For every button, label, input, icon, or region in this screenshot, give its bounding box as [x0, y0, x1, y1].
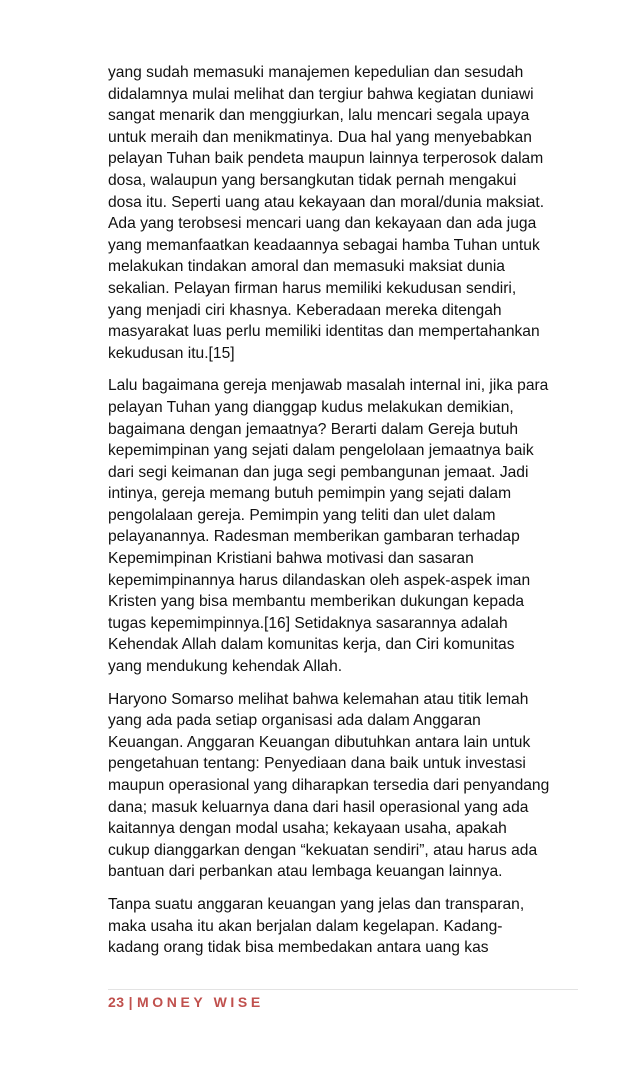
text-line: sangat menarik dan menggiurkan, lalu mencari segala upaya: [108, 107, 530, 125]
text-line: yang menjadi ciri khasnya. Keberadaan mereka ditengah: [108, 301, 502, 319]
page-number: 23: [108, 994, 125, 1010]
text-line: Kehendak Allah dalam komunitas kerja, dan Ciri komunitas: [108, 636, 515, 654]
text-line: pelayanannya. Radesman memberikan gambaran terhadap: [108, 528, 520, 546]
text-line: pelayan Tuhan yang dianggap kudus melakukan demikian,: [108, 398, 514, 416]
text-line: pengolalaan gereja. Pemimpin yang teliti dan ulet dalam: [108, 506, 496, 524]
text-line: yang memanfaatkan keadaannya sebagai hamba Tuhan untuk: [108, 236, 540, 254]
text-line: kepemimpinan yang sejati dalam pengelolaan jemaatnya baik: [108, 442, 534, 460]
paragraph: [108, 375, 580, 677]
text-line: yang mendukung kehendak Allah.: [108, 658, 343, 676]
text-line: Keuangan. Anggaran Keuangan dibutuhkan antara lain untuk: [108, 733, 531, 751]
text-line: sekalian. Pelayan firman harus memiliki kekudusan sendiri,: [108, 279, 517, 297]
book-title: MONEY WISE: [137, 994, 264, 1010]
page-body: [108, 62, 580, 970]
text-line: Kepemimpinan Kristiani bahwa motivasi dan sasaran: [108, 550, 474, 568]
text-line: untuk meraih dan menikmatinya. Dua hal yang menyebabkan: [108, 128, 532, 146]
paragraph: [108, 894, 580, 959]
text-line: bagaimana dengan jemaatnya? Berarti dalam Gereja butuh: [108, 420, 519, 438]
text-line: Tanpa suatu anggaran keuangan yang jelas dan transparan,: [108, 895, 525, 913]
text-line: pelayan Tuhan baik pendeta maupun lainnya terperosok dalam: [108, 150, 544, 168]
text-line: dosa itu. Seperti uang atau kekayaan dan moral/dunia maksiat.: [108, 193, 545, 211]
text-line: Ada yang terobsesi mencari uang dan kekayaan dan ada juga: [108, 215, 537, 233]
text-line: maupun operasional yang diharapkan tersedia dari penyandang: [108, 777, 550, 794]
text-line: pengetahuan tentang: Penyediaan dana baik untuk investasi: [108, 755, 526, 773]
text-line: Kristen yang bisa membantu memberikan dukungan kepada: [108, 593, 525, 611]
text-line: tugas kepemimpinnya.[16] Setidaknya sasarannya adalah: [108, 614, 508, 632]
text-line: kekudusan itu.[15]: [108, 344, 235, 362]
text-line: kadang orang tidak bisa membedakan antara uang kas: [108, 939, 489, 957]
text-line: dari segi keimanan dan juga segi pembangunan jemaat. Jadi: [108, 463, 529, 481]
text-line: dosa, walaupun yang bersangkutan tidak pernah mengakui: [108, 171, 517, 189]
text-line: intinya, gereja memang butuh pemimpin yang sejati dalam: [108, 485, 512, 503]
paragraph: [108, 689, 580, 883]
text-line: maka usaha itu akan berjalan dalam kegelapan. Kadang-: [108, 917, 503, 935]
text-line: yang ada pada setiap organisasi ada dalam Anggaran: [108, 712, 481, 730]
footer-separator: |: [128, 994, 133, 1010]
text-line: bantuan dari perbankan atau lembaga keuangan lainnya.: [108, 863, 503, 881]
page-footer: [108, 989, 578, 1010]
text-line: yang sudah memasuki manajemen kepedulian dan sesudah: [108, 64, 524, 81]
text-line: masyarakat luas perlu memiliki identitas dan mempertahankan: [108, 323, 540, 341]
text-line: didalamnya mulai melihat dan tergiur bahwa kegiatan duniawi: [108, 85, 534, 103]
text-line: melakukan tindakan amoral dan memasuki maksiat dunia: [108, 258, 505, 276]
text-line: dana; masuk keluarnya dana dari hasil operasional yang ada: [108, 798, 529, 816]
text-line: Lalu bagaimana gereja menjawab masalah internal ini, jika para: [108, 377, 549, 395]
text-line: kepemimpinannya harus dilandaskan oleh aspek-aspek iman: [108, 571, 531, 589]
text-line: cukup dianggarkan dengan “kekuatan sendiri”, atau harus ada: [108, 841, 538, 859]
text-line: Haryono Somarso melihat bahwa kelemahan atau titik lemah: [108, 690, 529, 708]
paragraph: [108, 62, 580, 364]
text-line: kaitannya dengan modal usaha; kekayaan usaha, apakah: [108, 820, 507, 838]
